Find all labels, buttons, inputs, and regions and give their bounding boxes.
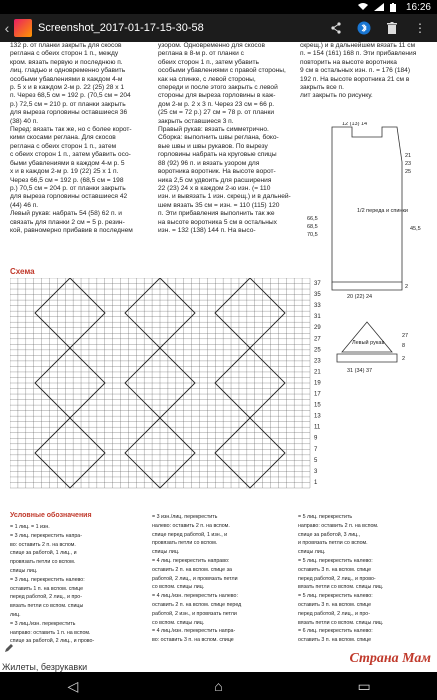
- text-line: = 4 лиц./изн. перекрестить напра-: [152, 628, 236, 635]
- dim-label: 20 (22) 24: [347, 294, 373, 300]
- text-line: работой, 2 лиц., и провязать петли: [152, 575, 238, 582]
- text-line: = 6 лиц. перекрестить налево:: [298, 628, 373, 635]
- dim-label: 45,5: [410, 226, 421, 232]
- text-line: закрыть оставшиеся 3 п.: [158, 117, 234, 125]
- chart-row-label: 13: [314, 413, 321, 420]
- document-page: [0, 42, 437, 645]
- text-line: для выреза горловины оставшиеся 36: [10, 109, 128, 117]
- text-line: и провязать петли со вспом.: [298, 540, 368, 547]
- dim-label: 12 (13) 14: [342, 122, 368, 127]
- text-line: 22 (23) 24 х в каждом 2-ю изн. (= 110: [158, 184, 271, 192]
- text-line: с обеих сторон 1 п., затем убавить осо-: [10, 151, 131, 159]
- text-line: Через 66,5 см = 192 р. (68,5 см = 198: [10, 176, 124, 184]
- text-line: спицы лиц.: [298, 549, 326, 556]
- text-line: как на спинке, с левой стороны,: [158, 75, 256, 83]
- delete-icon[interactable]: [383, 19, 401, 37]
- legend-column-3: [298, 514, 433, 645]
- text-line: х и в каждом 2-м р. 19 (22) 25 х 1 п.: [10, 168, 119, 176]
- text-line: п. = 154 (161) 168 п. Эти прибавления: [300, 50, 417, 58]
- text-line: для выреза горловины оставшиеся 42: [10, 193, 128, 201]
- text-line: п. Эти прибавления выполнить так же: [158, 210, 275, 218]
- text-line: лиц.: [10, 611, 21, 618]
- text-line: оставить 2 п. на вспом. спице перед: [152, 601, 242, 608]
- text-line: = 1 лиц. = 1 изн.: [10, 524, 50, 530]
- text-line: оставить 3 п. на вспом. спице: [298, 601, 372, 608]
- more-options-icon[interactable]: ⋮: [414, 21, 426, 35]
- chart-row-label: 9: [314, 435, 318, 442]
- page-footer-label: Жилеты, безрукавки: [2, 662, 88, 672]
- text-line: = 4 лиц. перекрестить направо:: [152, 557, 230, 564]
- text-line: обеих сторон 1 п., затем убавить: [158, 58, 259, 66]
- text-line: на высоте воротника 5 см в остальных: [158, 218, 277, 226]
- text-line: воротника воротник. На высоте ворот-: [158, 168, 276, 176]
- text-line: = 3 лиц./изн. перекрестить: [10, 620, 76, 627]
- dim-label: 66,5: [307, 216, 318, 222]
- text-line: р. 5 х и в каждом 2-м р. 22 (25) 28 х 1: [10, 84, 125, 92]
- chart-row-label: 17: [314, 391, 321, 398]
- back-front-label: 1/2 переда и спинки: [357, 208, 408, 214]
- text-line: лит закрыть по рисунку.: [300, 92, 373, 100]
- text-line: Левый рукав: набрать 54 (58) 62 п. и: [10, 210, 122, 218]
- chart-row-label: 3: [314, 468, 318, 475]
- share-icon[interactable]: [327, 19, 345, 37]
- text-line: спице перед работой, 1 изн., и: [152, 531, 228, 538]
- scheme-heading: Схема: [10, 267, 35, 276]
- text-line: вязать петли со вспом. спицы лиц.: [298, 619, 384, 626]
- text-line: кой, равномерно прибавив в последнем: [10, 226, 133, 234]
- chart-row-label: 27: [314, 336, 321, 343]
- text-line: спице за работой, 1 лиц., и: [10, 550, 77, 557]
- text-line: 88 (92) 96 п. и вязать узором для: [158, 159, 260, 167]
- text-line: изн. = 132 (138) 144 п. На высо-: [158, 226, 256, 234]
- chart-row-label: 15: [314, 402, 321, 409]
- screenshot-title: Screenshot_2017-01-17-15-30-58: [38, 22, 204, 34]
- watermark-logo: Страна Мам: [349, 651, 431, 666]
- home-icon[interactable]: ⌂: [214, 678, 223, 694]
- chart-row-label: 11: [314, 424, 321, 431]
- chart-row-label: 33: [314, 303, 321, 310]
- back-icon[interactable]: ◁: [67, 677, 79, 694]
- text-line: кими скосами реглана. Для скосов: [10, 134, 116, 142]
- text-line: спицы лиц.: [10, 567, 38, 574]
- text-line: реглана с обеих сторон 1 п., между: [10, 50, 119, 58]
- text-line: провязать петли со вспом.: [10, 559, 76, 566]
- back-chevron-icon[interactable]: ‹: [4, 20, 10, 36]
- chart-row-label: 5: [314, 457, 318, 464]
- text-line: = 3 лиц. перекрестить налево:: [10, 576, 85, 583]
- text-line: особыми убавлениями в каждом 4-м: [10, 75, 123, 83]
- text-line: скрещ.) и в дальнейшем вязать 11 см: [300, 42, 416, 49]
- text-line: ника 2,5 см удвоить для расширения: [158, 176, 272, 184]
- text-line: перед работой, 2 лиц., и про-: [298, 610, 370, 617]
- text-line: 9 см в остальных изн. п. = 176 (184): [300, 67, 411, 75]
- status-bar: [0, 0, 437, 14]
- dim-label: 2: [405, 284, 409, 290]
- text-line: (38) 40 п.: [10, 117, 39, 125]
- text-line: Правый рукав: вязать симметрично.: [158, 126, 269, 134]
- text-line: р.) 72,5 см = 210 р. от планки закрыть: [10, 100, 126, 108]
- dim-label: 25: [405, 169, 412, 175]
- text-line: со вспом. спицы лиц.: [152, 619, 205, 626]
- text-line: закрыть все п.: [300, 84, 344, 92]
- chart-row-label: 1: [314, 479, 318, 486]
- dim-label: 27: [402, 333, 409, 339]
- text-line: = 3 лиц. перекрестить напра-: [10, 532, 83, 539]
- text-line: = 3 изн./лиц. перекрестить: [152, 514, 218, 520]
- edit-icon[interactable]: [4, 640, 14, 650]
- chart-row-label: 21: [314, 369, 321, 376]
- legend-heading: Условные обозначения: [10, 512, 92, 519]
- text-line: реглана с обеих сторон 1 п., затем: [10, 142, 117, 150]
- text-line: (25 см = 72 р.) 27 см = 78 р. от планки: [158, 109, 275, 117]
- dim-label: 2: [402, 356, 406, 362]
- text-line: спице за работой, 2 лиц., и прово-: [10, 638, 95, 645]
- text-line: вязать петли со вспом. спицы лиц.: [298, 584, 384, 591]
- text-line: р.) 70,5 см = 204 р. от планки закрыть: [10, 184, 126, 192]
- text-line: направо: оставить 1 п. на вспом.: [10, 629, 91, 636]
- text-line: кром. вязать первую и последнюю п.: [10, 58, 123, 66]
- text-line: спице за работой, 3 лиц.,: [298, 531, 361, 538]
- action-bar: [0, 14, 437, 42]
- text-line: шем вязать 35 см = изн. = 110 (115) 120: [158, 201, 280, 209]
- text-line: Сборка: выполнить швы реглана, боко-: [158, 134, 279, 142]
- chart-row-label: 29: [314, 325, 321, 332]
- recent-apps-icon[interactable]: ▭: [357, 677, 371, 694]
- battery-icon: [390, 3, 400, 11]
- status-time: 16:26: [405, 1, 431, 13]
- text-line: = 5 лиц. перекрестить: [298, 514, 353, 520]
- text-line: стороны для выреза горловины в каж-: [158, 92, 276, 100]
- text-line: перед работой, 2 лиц., и про-: [10, 594, 82, 601]
- text-line: узором. Одновременно для скосов: [158, 42, 265, 49]
- text-line: лиц. гладью и одновременно убавить: [10, 67, 126, 75]
- dim-label: 68,5: [307, 224, 318, 230]
- text-line: спереди и после этого закрыть с левой: [158, 84, 278, 92]
- text-line: направо: оставить 2 п. на вспом.: [298, 522, 379, 529]
- text-line: повторить на высоте воротника: [300, 58, 397, 66]
- text-column-2: [158, 42, 298, 235]
- chart-row-label: 25: [314, 347, 321, 354]
- sleeve-label: Левый рукав: [352, 340, 385, 346]
- text-line: оставить 3 п. на вспом. спице: [298, 566, 372, 573]
- text-line: спицы лиц.: [152, 549, 180, 556]
- text-line: вязать петли со вспом. спицы: [10, 603, 84, 610]
- chart-row-label: 37: [314, 281, 321, 287]
- text-line: изн. и вывязать 1 изн. скрещ.) и в дальней-: [158, 193, 291, 201]
- text-line: со вспом. спицы лиц.: [152, 584, 205, 591]
- wifi-icon: [358, 3, 368, 11]
- text-line: оставить 2 п. на вспом. спице за: [152, 566, 232, 573]
- text-line: перед работой, 2 лиц., и прово-: [298, 575, 376, 582]
- text-line: = 5 лиц. перекрестить налево:: [298, 593, 373, 600]
- dim-label: 23: [405, 161, 412, 167]
- chart-row-label: 19: [314, 380, 321, 387]
- gallery-app-icon: [14, 19, 32, 37]
- knitting-chart: [10, 278, 342, 493]
- chart-row-label: 7: [314, 446, 318, 453]
- text-line: реглана в 8-м р. от планки с: [158, 50, 244, 58]
- text-line: Перед: вязать так же, но с более корот-: [10, 126, 132, 134]
- text-line: дом 2-м р. 2 х 3 п. Через 23 см = 66 р.: [158, 100, 275, 108]
- chart-row-label: 31: [314, 314, 321, 321]
- chart-row-label: 35: [314, 292, 321, 299]
- text-line: во: оставить 3 п. на вспом. спице: [152, 637, 234, 644]
- signal-icon: [374, 3, 384, 11]
- text-line: работой, 2 изн., и провязать петли: [152, 610, 237, 617]
- dim-label: 21: [405, 153, 412, 159]
- text-line: провязать петли со вспом.: [152, 540, 218, 547]
- text-line: (44) 46 п.: [10, 201, 39, 209]
- text-line: оставить 3 п. на вспом. спице: [298, 637, 372, 644]
- dim-label: 8: [402, 343, 406, 349]
- text-line: вые швы и швы рукавов. По вырезу: [158, 142, 268, 150]
- navigation-bar: [0, 672, 437, 700]
- text-line: налево: оставить 2 п. на вспом.: [152, 522, 230, 529]
- dim-label: 31 (34) 37: [347, 368, 373, 374]
- text-column-3: [300, 42, 425, 101]
- text-column-1: [10, 42, 148, 235]
- text-line: особыми убавлениями с правой стороны,: [158, 67, 286, 75]
- text-line: = 5 лиц. перекрестить налево:: [298, 557, 373, 564]
- text-line: 192 п. На высоте воротника 21 см в: [300, 75, 410, 83]
- text-line: оставить 1 п. на вспом. спице: [10, 585, 84, 592]
- legend-column-1: [10, 524, 145, 645]
- text-line: связать для планки 2 см = 5 р. резин-: [10, 218, 125, 226]
- text-line: 132 р. от планки закрыть для скосов: [10, 42, 122, 49]
- chart-row-label: 23: [314, 358, 321, 365]
- text-line: горловины набрать на круговые спицы: [158, 151, 277, 159]
- text-line: п. Через 68,5 см = 192 р. (70,5 см = 204: [10, 92, 131, 100]
- bluetooth-icon[interactable]: [355, 19, 373, 37]
- text-line: быми убавлениями в каждом 4-м р. 5: [10, 159, 125, 167]
- legend-column-2: [152, 514, 287, 645]
- dim-label: 70,5: [307, 232, 318, 238]
- text-line: во: оставить 2 п. на вспом.: [10, 541, 76, 548]
- text-line: = 4 лиц./изн. перекрестить налево:: [152, 593, 238, 600]
